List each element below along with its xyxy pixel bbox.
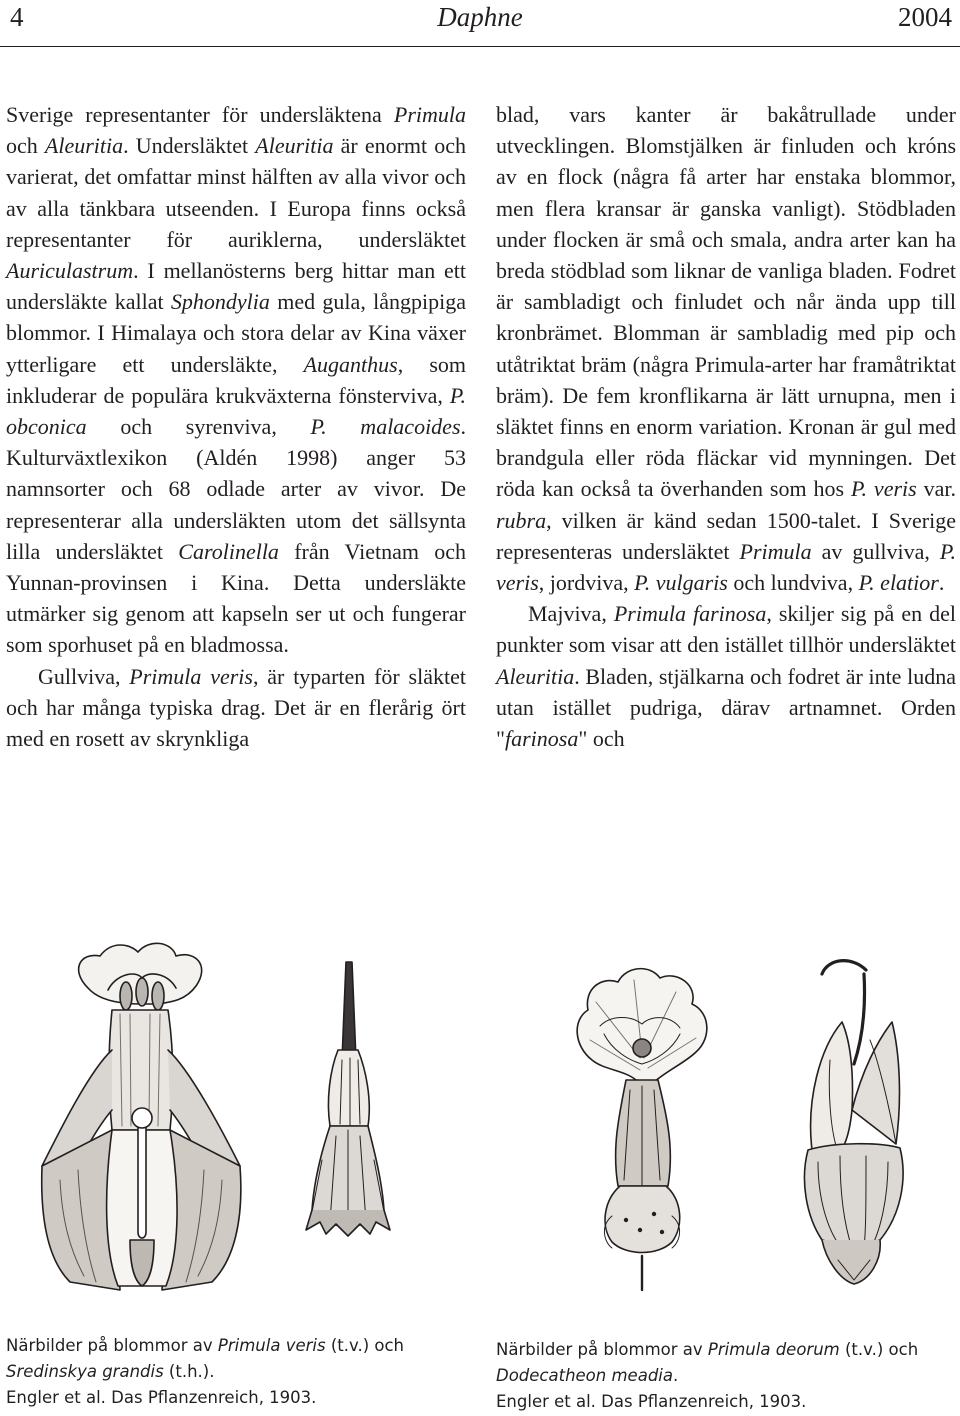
page-header xyxy=(0,0,960,46)
right-text-column xyxy=(496,99,956,754)
figure-caption-left xyxy=(6,1333,476,1411)
paragraph: Sverige representanter för undersläktena Primula och Aleuritia. Undersläktet Aleuritia är enormt och varierat, det omfattar minst hälften av alla vivor och av alla tänkbara utseenden. I Europa finns också representanter för auriklerna, undersläktet Auriculastrum. I mellanösterns berg hittar man ett undersläkte kallat Sphondylia med gula, långpipiga blommor. I Himalaya och stora delar av Kina växer ytterligare ett undersläkte, Auganthus, som inkluderar de populära krukväxterna fönsterviva, P. obconica och syrenviva, P. malacoides. Kulturväxtlexikon (Aldén 1998) anger 53 namnsorter och 68 odlade arter av vivor. De representerar alla undersläkten utom det sällsynta lilla undersläktet Carolinella från Vietnam och Yunnan-provinsen i Kina. Detta undersläkte utmärker sig genom att kapseln ser ut och fungerar som sporhuset på en bladmossa. xyxy=(6,102,467,658)
caption-line: Närbilder på blommor av Primula deorum (t.v.) och xyxy=(496,1340,919,1359)
caption-line: Engler et al. Das Pflanzenreich, 1903. xyxy=(496,1392,807,1411)
figure-caption-right xyxy=(496,1337,960,1415)
issue-year: 2004 xyxy=(898,2,952,32)
caption-line: Engler et al. Das Pflanzenreich, 1903. xyxy=(6,1388,317,1407)
dodecatheon-meadia-flower xyxy=(804,961,903,1284)
caption-line: Sredinskya grandis (t.h.). xyxy=(6,1362,215,1381)
caption-line: Närbilder på blommor av Primula veris (t.v.) och xyxy=(6,1336,405,1355)
primula-deorum-flower xyxy=(577,969,707,1290)
sredinskya-grandis-flower xyxy=(306,962,390,1236)
botanical-illustrations xyxy=(0,930,960,1300)
left-text-column xyxy=(6,99,466,754)
paragraph: Majviva, Primula farinosa, skiljer sig på en del punkter som visar att den istället tillhör undersläktet Aleuritia. Bladen, stjälkarna och fodret är inte ludna utan istället pudriga, därav artnamnet. Orden "farinosa" och xyxy=(496,601,956,752)
page-number: 4 xyxy=(10,2,24,32)
caption-line: Dodecatheon meadia. xyxy=(496,1366,679,1385)
paragraph: Gullviva, Primula veris, är typarten för släktet och har många typiska drag. Det är en flerårig ört med en rosett av skrynkliga xyxy=(6,663,466,752)
paragraph: blad, vars kanter är bakåtrullade under utvecklingen. Blomstjälken är finluden och króns av en flock (några få arter har enstaka blommor, men flera kransar är ganska vanligt). Stödbladen under flocken är små och smala, andra arter kan ha breda stödblad som liknar de vanliga bladen. Fodret är sambladigt och finludet och når ända upp till kronbrämet. Blomman är sambladig med pip och utåtriktat bräm (några Primula-arter har framåtriktat bräm). De fem kronflikarna är lätt urnupna, men i släktet finns en enorm variation. Kronan är gul med brandgula eller röda fläckar vid mynningen. Det röda kan också ta överhanden som hos P. veris var. rubra, vilken är känd sedan 1500-talet. I Sverige representeras undersläktet Primula av gullviva, P. veris, jordviva, P. vulgaris och lundviva, P. elatior. xyxy=(496,102,956,596)
primula-veris-flower-section xyxy=(42,943,241,1290)
journal-title: Daphne xyxy=(437,2,523,32)
header-rule xyxy=(0,46,960,47)
